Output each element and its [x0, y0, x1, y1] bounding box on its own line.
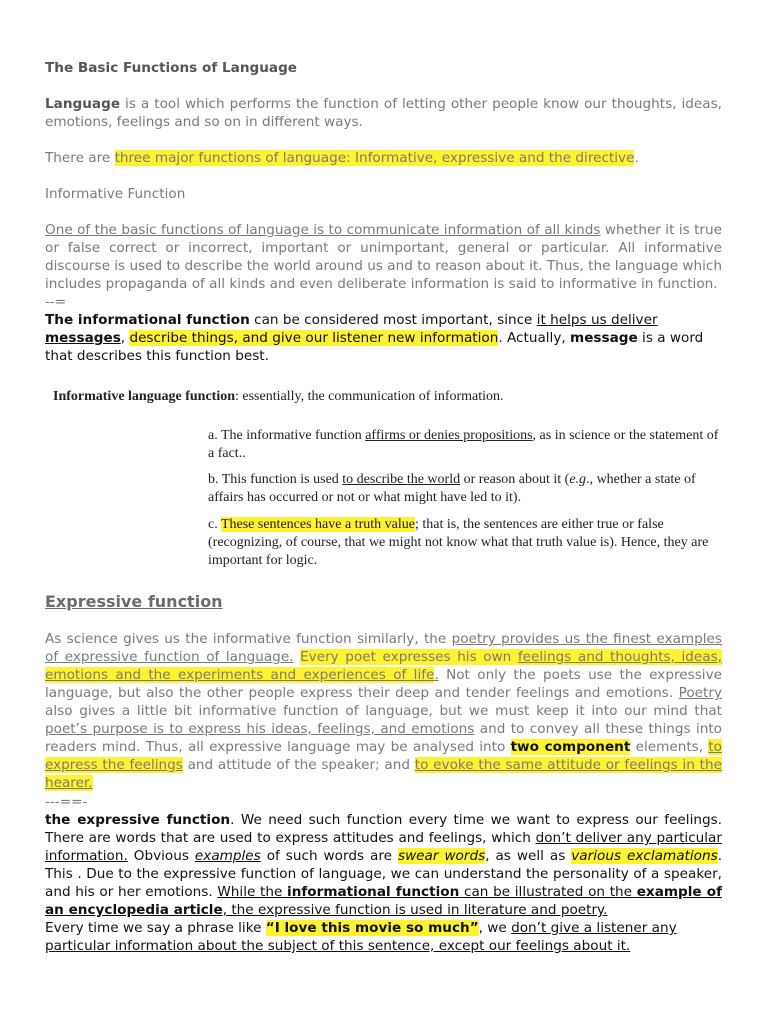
expr-dark-t2: Obvious: [127, 848, 195, 864]
expressive-heading: Expressive function: [45, 592, 223, 611]
expr-dark-u2: While the: [217, 884, 288, 900]
informative-language-function-line: [53, 388, 722, 406]
list-b-italic: e.g: [569, 472, 587, 487]
list-a-pre: a. The informative function: [208, 428, 366, 443]
list-c-highlight: These sentences have a truth value: [220, 517, 415, 532]
separator-2: ---==-: [45, 794, 88, 810]
expr-dark-u4: , the expressive function is used in literature and poetry.: [222, 902, 608, 918]
list-c-post: ; that is, the sentences are either true or false (recognizing, of course, that we might not know what that truth value is). Hence, they are important for logic.: [208, 517, 709, 568]
expr-t5: and to convey all these things into readers mind. Thus, all expressive language may be analysed into: [45, 721, 722, 755]
document-title: The Basic Functions of Language: [45, 60, 298, 76]
expressive-paragraph: [45, 630, 722, 792]
info-dark-t2: ,: [120, 330, 130, 346]
expr-hl1: Every poet expresses his own: [300, 649, 518, 665]
expr-dark-b1: the expressive function: [45, 812, 231, 828]
info-text: whether it is true or false correct or incorrect, important or unimportant, general or particular. All informative discourse is used to describe the world around us and to reason about it. Thus, the language which includes propaganda of all kinds and even deliberate information is said to informative in function.: [45, 222, 722, 292]
expr-dark-t1: . We need such function every time we want to express our feelings. There are words that are used to express attitudes and feelings, which: [45, 812, 722, 846]
intro-paragraph: [45, 95, 722, 131]
expr-u2: .: [434, 667, 439, 683]
expr-two-component: two component: [510, 739, 631, 755]
separator-1: --=: [45, 294, 67, 310]
expr-dark-exclamations: various exclamations: [571, 848, 718, 864]
expr-dark-ub2: example of an encyclopedia article: [45, 884, 722, 918]
expr-dark-swear-words: swear words: [397, 848, 486, 864]
last-t2: , we: [478, 920, 512, 936]
informative-paragraph: [45, 221, 722, 293]
list-b-pre: b. This function is used: [208, 472, 343, 487]
info-dark-messages: messages: [45, 330, 121, 346]
last-u1: don’t give a listener any particular information about the subject of this sentence, except our feelings about it.: [45, 920, 677, 954]
intro-term: Language: [45, 96, 121, 112]
list-item-a: [208, 427, 722, 463]
info-dark-u1: it helps us deliver: [536, 312, 658, 328]
info-dark-t3: . Actually,: [498, 330, 571, 346]
expr-hlu1: feelings and thoughts, ideas, emotions and the experiments and experiences of life: [45, 649, 722, 683]
expr-u3: Poetry: [678, 685, 722, 701]
informative-heading: Informative Function: [45, 186, 186, 202]
expr-dark-t5: . This . Due to the expressive function of language, we can understand the personality of a speaker, and his or her emotions.: [45, 848, 723, 900]
intro-text: is a tool which performs the function of letting other people know our thoughts, ideas, emotions, feelings and so on in different ways.: [45, 96, 722, 130]
info-dark-b1: The informational function: [45, 312, 250, 328]
expressive-function-paragraph: [45, 811, 722, 919]
list-item-c: [208, 516, 722, 570]
list-b-post: ., whether a state of affairs has occurred or not or what might have led to it).: [208, 472, 696, 505]
list-b-mid: or reason about it (: [460, 472, 570, 487]
expr-hlu3: to evoke the same attitude or feelings in the hearer.: [45, 757, 722, 791]
expr-t3: Not only the poets use the expressive language, but also the other people express their deep and tender feelings and emotions.: [45, 667, 722, 701]
three-post: .: [634, 150, 639, 166]
three-pre: There are: [45, 150, 115, 166]
expr-t4: also gives a little bit informative function of language, but we must keep it into our mind that: [45, 703, 722, 719]
list-c-pre: c.: [208, 517, 221, 532]
informational-function-paragraph: [45, 311, 722, 365]
info-dark-t1: can be considered most important, since: [249, 312, 537, 328]
last-t1: Every time we say a phrase like: [45, 920, 266, 936]
expr-dark-u3: can be illustrated on the: [459, 884, 637, 900]
expr-t7: and attitude of the speaker; and: [182, 757, 415, 773]
info-dark-message: message: [570, 330, 638, 346]
expr-dark-t4: , as well as: [485, 848, 572, 864]
expr-dark-examples: examples: [194, 848, 261, 864]
list-a-underlined: affirms or denies propositions: [365, 428, 533, 443]
expr-u4: poet’s purpose is to express his ideas, feelings, and emotions: [45, 721, 475, 737]
expr-hlu2: to express the feelings: [45, 739, 722, 773]
list-a-post: , as in science or the statement of a fact..: [208, 428, 719, 461]
last-quote: “I love this movie so much”: [265, 920, 479, 936]
expr-dark-ub1: informational function: [287, 884, 460, 900]
ilf-term: Informative language function: [53, 389, 235, 404]
expr-dark-u1: don’t deliver any particular information.: [45, 830, 722, 864]
expr-t6: elements,: [630, 739, 709, 755]
info-underlined: One of the basic functions of language is to communicate information of all kinds: [45, 222, 601, 238]
list-b-underlined: to describe the world: [342, 472, 461, 487]
ilf-text: : essentially, the communication of information.: [235, 389, 504, 404]
last-paragraph: [45, 919, 722, 955]
three-highlight: three major functions of language: Informative, expressive and the directive: [114, 150, 635, 166]
info-dark-t4: is a word that describes this function best.: [45, 330, 704, 364]
expr-u1: poetry provides us the finest examples of expressive function of language.: [45, 631, 723, 665]
list-item-b: [208, 471, 722, 507]
three-functions-line: [45, 149, 722, 167]
info-dark-highlight: describe things, and give our listener new information: [129, 330, 499, 346]
expr-t1: As science gives us the informative function similarly, the: [45, 631, 452, 647]
expr-dark-t3: of such words are: [260, 848, 398, 864]
